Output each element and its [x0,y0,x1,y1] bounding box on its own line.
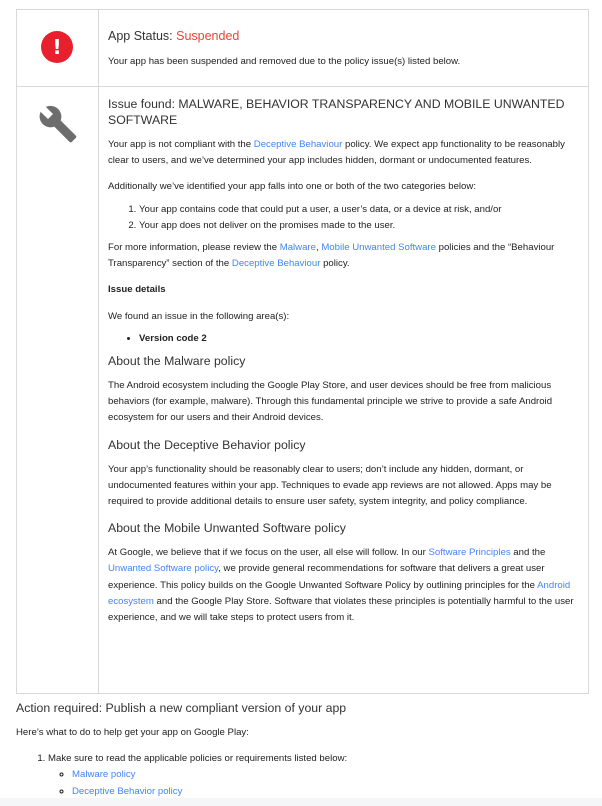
text: , we provide general recommendations for software that delivers a great user experience. This policy builds on the Google Unwanted Software Policy by outlining principles for the [108,563,545,591]
malware-link[interactable]: Malware [279,242,316,254]
unwanted-software-policy-link[interactable]: Unwanted Software policy [108,563,219,575]
issue-details-heading: Issue details [108,284,166,296]
policy-link-item [72,767,596,783]
text: At Google, we believe that if we focus on the user, all else will follow. In our [108,547,429,559]
issue-row [17,87,588,693]
action-intro: Here’s what to do to help get your app on Google Play: [16,727,249,738]
text: and the Google Play Store. Software that violates these principles is potentially harmful to the user experience, and we will take steps to protect users from it. [108,595,574,624]
issue-paragraph-3 [108,240,578,272]
action-steps [16,751,596,800]
text: policy. We expect app functionality to be reasonably clear to users, and we’ve determined your app includes hidden, dormant or undocumented features. [108,139,565,167]
text: policy. [320,258,350,270]
mus-text [108,545,578,626]
text: and the [510,547,546,559]
status-icon-cell [17,10,99,86]
issue-content [99,87,588,693]
software-principles-link[interactable]: Software Principles [428,547,511,559]
action-step [48,751,596,800]
text: For more information, please review the [108,242,280,254]
action-section [16,700,596,800]
issue-icon-cell [17,87,99,693]
status-content [99,10,588,86]
footer-bar [0,798,602,806]
deceptive-behaviour-link[interactable]: Deceptive Behaviour [253,139,343,150]
issue-details-intro: We found an issue in the following area(s): [108,310,290,322]
status-row [17,10,588,87]
category-item: 2. Your app does not deliver on the promises made to the user. [139,218,578,234]
action-heading: Action required: Publish a new compliant version of your app [16,701,347,715]
policy-table [16,9,589,694]
android-ecosystem-link[interactable]: Android ecosystem [108,579,571,607]
details-item: • Version code 2 [139,331,578,347]
status-title [108,28,578,44]
mus-heading: About the Mobile Unwanted Software policy [108,521,346,536]
action-step-text: Make sure to read the applicable policies or requirements listed below: [48,753,348,765]
status-value: Suspended [176,29,240,43]
policy-links-list [48,767,596,799]
deceptive-text: Your app’s functionality should be reasonably clear to users; don’t include any hidden, dormant, or undocumented features within your app. Techniques to evade app reviews are not allowed. Apps may be required to provide additional details to ensure user safety, system integrity, and policy compliance. [108,463,552,508]
malware-policy-link[interactable]: Malware policy [72,769,136,781]
text: Your app is not compliant with the [108,139,254,150]
malware-text: The Android ecosystem including the Google Play Store, and user devices should be free from malicious behaviors (for example, malware). Through this fundamental principle we strive to provide a safe Android ecosystem for our users and their Android devices. [108,380,553,424]
category-item: 1. Your app contains code that could put a user, a user’s data, or a device at risk, and/or [139,202,578,218]
issue-paragraph-1 [108,137,578,169]
mobile-unwanted-software-link[interactable]: Mobile Unwanted Software [321,242,436,254]
error-icon: ! [41,31,73,63]
status-label: App Status: [108,29,173,43]
malware-heading: About the Malware policy [108,354,246,369]
deceptive-behaviour-link-2[interactable]: Deceptive Behaviour [231,258,321,270]
text: policies and the “Behaviour Transparency” section of the [108,242,555,270]
issue-paragraph-2: Additionally we’ve identified your app falls into one or both of the two categories below: [108,181,476,193]
status-description: Your app has been suspended and removed due to the policy issue(s) listed below. [108,56,461,67]
deceptive-behavior-policy-link[interactable]: Deceptive Behavior policy [72,785,183,797]
details-list [108,331,578,347]
issue-title: Issue found: MALWARE, BEHAVIOR TRANSPARENCY AND MOBILE UNWANTED SOFTWARE [108,97,565,127]
wrench-icon [38,104,78,144]
category-list [108,202,578,234]
text: , [315,242,322,254]
deceptive-heading: About the Deceptive Behavior policy [108,437,306,452]
